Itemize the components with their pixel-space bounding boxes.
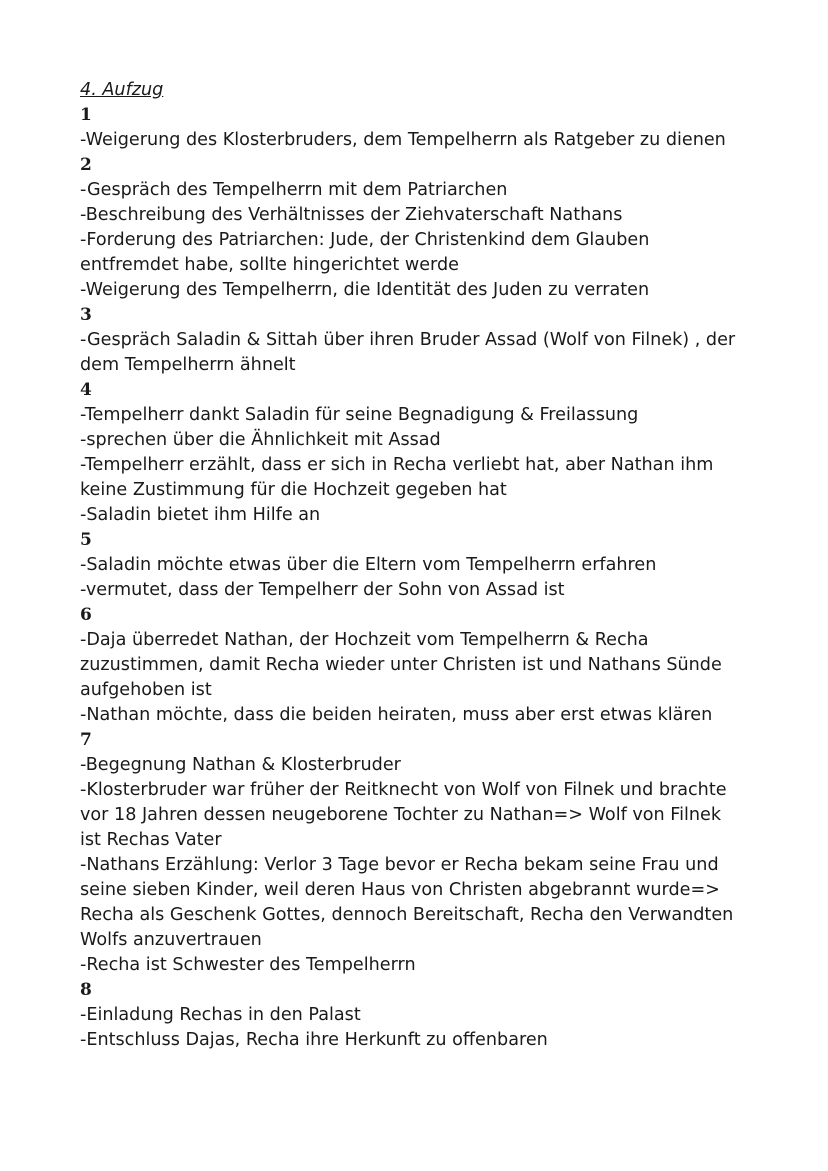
summary-line: -Recha ist Schwester des Tempelherrn — [80, 955, 416, 975]
scene-number: 7 — [80, 730, 92, 750]
summary-line: -Nathan möchte, dass die beiden heiraten, muss aber erst etwas klären — [80, 705, 713, 725]
summary-line: -Weigerung des Klosterbruders, dem Tempelherrn als Ratgeber zu dienen — [80, 130, 726, 150]
summary-line: aufgehoben ist — [80, 680, 212, 700]
scene-section — [80, 378, 780, 528]
scene-number: 6 — [80, 605, 92, 625]
scene-section — [80, 153, 780, 303]
scene-section — [80, 603, 780, 728]
summary-line: Wolfs anzuvertrauen — [80, 930, 262, 950]
summary-line: -Begegnung Nathan & Klosterbruder — [80, 755, 401, 775]
scene-section — [80, 303, 780, 378]
summary-line: vor 18 Jahren dessen neugeborene Tochter zu Nathan=> Wolf von Filnek — [80, 805, 722, 825]
summary-line: keine Zustimmung für die Hochzeit gegeben hat — [80, 480, 507, 500]
scene-section — [80, 528, 780, 603]
summary-line: -Gespräch Saladin & Sittah über ihren Bruder Assad (Wolf von Filnek) , der — [80, 330, 736, 350]
scene-section — [80, 103, 780, 153]
summary-line: -Saladin bietet ihm Hilfe an — [80, 505, 321, 525]
summary-line: -Tempelherr dankt Saladin für seine Begnadigung & Freilassung — [80, 405, 639, 425]
summary-line: -Klosterbruder war früher der Reitknecht von Wolf von Filnek und brachte — [80, 780, 727, 800]
summary-line: -Entschluss Dajas, Recha ihre Herkunft zu offenbaren — [80, 1030, 548, 1050]
summary-line: -Tempelherr erzählt, dass er sich in Recha verliebt hat, aber Nathan ihm — [80, 455, 714, 475]
scene-number: 4 — [80, 380, 92, 400]
summary-line: -sprechen über die Ähnlichkeit mit Assad — [80, 430, 441, 450]
summary-line: -Einladung Rechas in den Palast — [80, 1005, 361, 1025]
summary-line: seine sieben Kinder, weil deren Haus von Christen abgebrannt wurde=> — [80, 880, 720, 900]
summary-line: zuzustimmen, damit Recha wieder unter Christen ist und Nathans Sünde — [80, 655, 722, 675]
summary-line: ist Rechas Vater — [80, 830, 222, 850]
scene-number: 5 — [80, 530, 92, 550]
scene-section — [80, 978, 780, 1053]
page-title: 4. Aufzug — [80, 80, 164, 100]
scene-number: 2 — [80, 155, 92, 175]
summary-line: -Nathans Erzählung: Verlor 3 Tage bevor er Recha bekam seine Frau und — [80, 855, 719, 875]
document-page — [80, 78, 780, 1053]
summary-line: -Weigerung des Tempelherrn, die Identität des Juden zu verraten — [80, 280, 650, 300]
summary-line: -Saladin möchte etwas über die Eltern vom Tempelherrn erfahren — [80, 555, 657, 575]
scene-number: 8 — [80, 980, 92, 1000]
summary-line: -Gespräch des Tempelherrn mit dem Patriarchen — [80, 180, 508, 200]
summary-line: -Beschreibung des Verhältnisses der Ziehvaterschaft Nathans — [80, 205, 623, 225]
summary-line: -Daja überredet Nathan, der Hochzeit vom Tempelherrn & Recha — [80, 630, 649, 650]
scene-section — [80, 728, 780, 978]
summary-line: -vermutet, dass der Tempelherr der Sohn von Assad ist — [80, 580, 565, 600]
summary-line: entfremdet habe, sollte hingerichtet werde — [80, 255, 459, 275]
summary-line: Recha als Geschenk Gottes, dennoch Bereitschaft, Recha den Verwandten — [80, 905, 734, 925]
scene-number: 3 — [80, 305, 92, 325]
summary-line: dem Tempelherrn ähnelt — [80, 355, 296, 375]
summary-line: -Forderung des Patriarchen: Jude, der Christenkind dem Glauben — [80, 230, 650, 250]
scene-list — [80, 103, 780, 1053]
scene-number: 1 — [80, 105, 92, 125]
